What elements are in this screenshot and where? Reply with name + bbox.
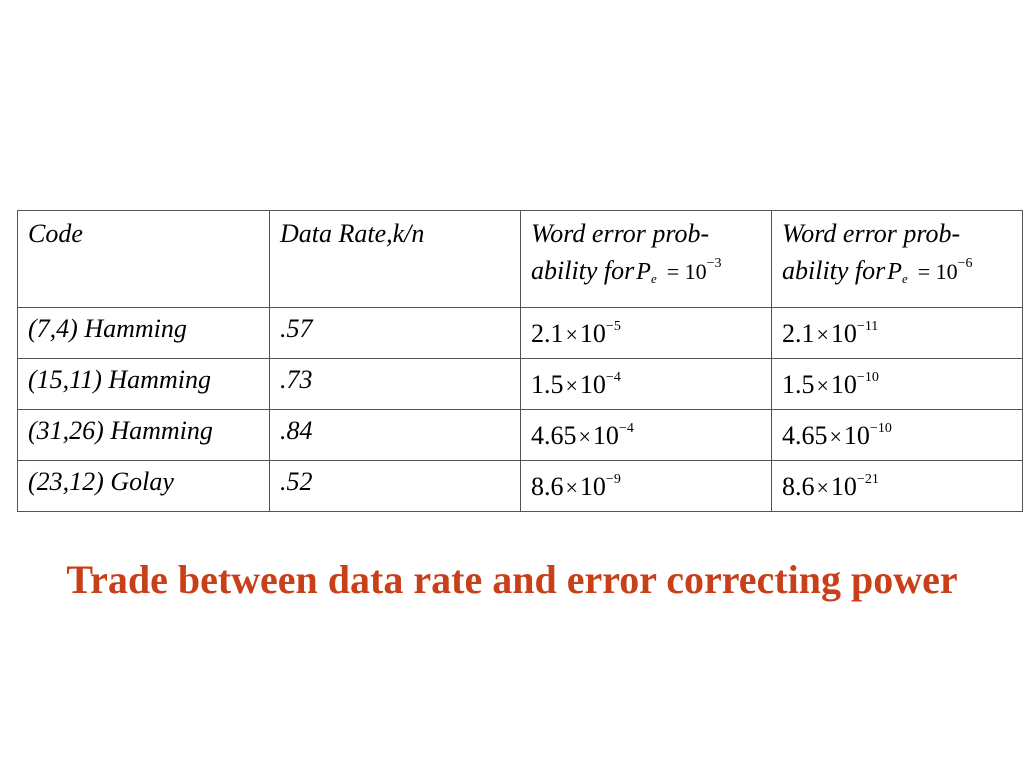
base: 10	[830, 319, 857, 348]
base: 10	[579, 319, 606, 348]
mantissa: 2.1	[782, 319, 815, 348]
header-col4-eq: = 10	[917, 259, 958, 284]
base: 10	[579, 472, 606, 501]
header-col4-line2: ability for	[782, 256, 886, 285]
cell-data-rate: .73	[270, 359, 521, 410]
table-header-row	[18, 211, 1023, 308]
table-row	[18, 308, 1023, 359]
table-row	[18, 359, 1023, 410]
code-comparison-table	[17, 210, 1023, 512]
base: 10	[830, 370, 857, 399]
cell-data-rate: .52	[270, 461, 521, 512]
cell-error-prob-1e-6	[772, 461, 1023, 512]
times-symbol: ×	[565, 322, 578, 347]
base: 10	[843, 421, 870, 450]
exponent: −21	[856, 472, 879, 487]
header-col3-eq: = 10	[666, 259, 707, 284]
header-data-rate: Data Rate,k/n	[270, 211, 521, 308]
exponent: −10	[856, 370, 879, 385]
header-col4-line2-wrap	[782, 249, 1012, 294]
mantissa: 4.65	[782, 421, 828, 450]
times-symbol: ×	[578, 424, 591, 449]
exponent: −5	[605, 319, 621, 334]
header-col3-line1: Word error prob-	[531, 219, 710, 248]
cell-data-rate: .57	[270, 308, 521, 359]
slide-caption: Trade between data rate and error correcting power	[66, 557, 958, 602]
base: 10	[579, 370, 606, 399]
cell-error-prob-1e-6	[772, 410, 1023, 461]
mantissa: 4.65	[531, 421, 577, 450]
header-col4-line1: Word error prob-	[782, 219, 961, 248]
base: 10	[830, 472, 857, 501]
mantissa: 1.5	[531, 370, 564, 399]
cell-code: (31,26) Hamming	[18, 410, 270, 461]
cell-data-rate: .84	[270, 410, 521, 461]
header-col3-pe-sub: e	[650, 271, 657, 286]
times-symbol: ×	[565, 373, 578, 398]
exponent: −11	[856, 319, 879, 334]
header-error-prob-1e-6	[772, 211, 1023, 308]
header-code: Code	[18, 211, 270, 308]
header-col3-line2: ability for	[531, 256, 635, 285]
exponent: −9	[605, 472, 621, 487]
header-col3-line2-wrap	[531, 249, 761, 294]
mantissa: 8.6	[531, 472, 564, 501]
cell-error-prob-1e-3	[521, 410, 772, 461]
times-symbol: ×	[565, 475, 578, 500]
header-error-prob-1e-3	[521, 211, 772, 308]
header-col3-exp: −3	[706, 256, 722, 271]
mantissa: 8.6	[782, 472, 815, 501]
code-comparison-table-wrapper	[17, 210, 1022, 512]
cell-error-prob-1e-6	[772, 308, 1023, 359]
mantissa: 1.5	[782, 370, 815, 399]
cell-code: (15,11) Hamming	[18, 359, 270, 410]
cell-error-prob-1e-3	[521, 308, 772, 359]
header-col3-pe: P	[636, 259, 651, 285]
mantissa: 2.1	[531, 319, 564, 348]
times-symbol: ×	[816, 322, 829, 347]
exponent: −10	[869, 421, 892, 436]
times-symbol: ×	[829, 424, 842, 449]
header-col4-exp: −6	[957, 256, 973, 271]
times-symbol: ×	[816, 475, 829, 500]
table-row	[18, 410, 1023, 461]
table-row	[18, 461, 1023, 512]
cell-error-prob-1e-3	[521, 359, 772, 410]
times-symbol: ×	[816, 373, 829, 398]
exponent: −4	[618, 421, 634, 436]
cell-error-prob-1e-6	[772, 359, 1023, 410]
cell-code: (7,4) Hamming	[18, 308, 270, 359]
cell-error-prob-1e-3	[521, 461, 772, 512]
header-col4-pe-sub: e	[901, 271, 908, 286]
header-col4-pe: P	[887, 259, 902, 285]
cell-code: (23,12) Golay	[18, 461, 270, 512]
exponent: −4	[605, 370, 621, 385]
base: 10	[592, 421, 619, 450]
